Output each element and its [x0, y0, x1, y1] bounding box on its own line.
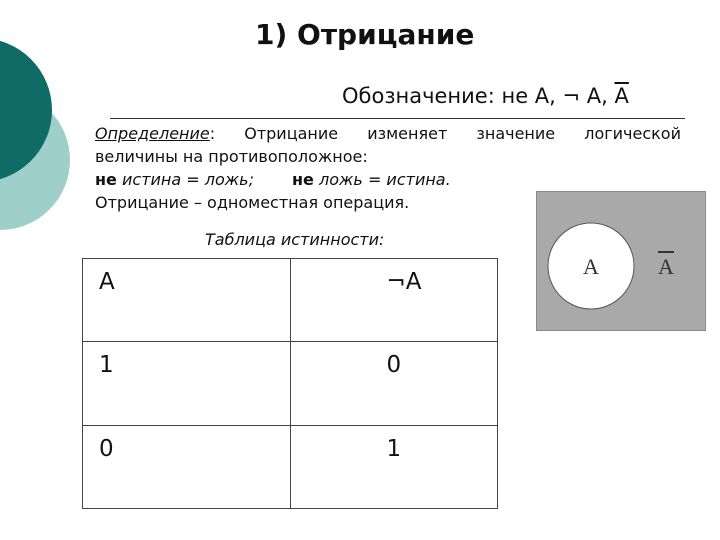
rule2-not: не	[292, 170, 314, 189]
table-cell: 1	[290, 425, 498, 508]
definition-text: : Отрицание изменяет значение логической	[209, 124, 681, 143]
venn-diagram	[536, 191, 706, 331]
notation-text: Обозначение: не А, ¬ А,	[342, 84, 615, 108]
rule1-text: истина = ложь;	[116, 170, 254, 189]
definition-term: Определение	[95, 124, 210, 143]
definition-line-2: величины на противоположное:	[95, 147, 368, 166]
slide-title: 1) Отрицание	[255, 18, 475, 51]
decorative-circles	[0, 0, 80, 300]
divider-line	[110, 118, 685, 119]
definition-line-4: Отрицание – одноместная операция.	[95, 193, 410, 212]
header-a: A	[83, 259, 291, 342]
venn-inner-label: A	[583, 254, 599, 279]
definition-line-1	[95, 122, 681, 145]
header-not-a: ¬A	[290, 259, 498, 342]
rule2-text: ложь = истина.	[313, 170, 451, 189]
truth-table	[82, 258, 498, 509]
notation-overbar-letter: А	[614, 84, 629, 108]
truth-table-caption: Таблица истинности:	[205, 230, 385, 249]
table-cell: 0	[83, 425, 291, 508]
table-header-row	[83, 259, 498, 342]
table-cell: 0	[290, 342, 498, 425]
definition-rules	[95, 168, 681, 191]
notation-line	[342, 84, 629, 108]
table-cell: 1	[83, 342, 291, 425]
venn-outer-label: A	[658, 254, 674, 279]
table-row	[83, 342, 498, 425]
table-row	[83, 425, 498, 508]
rule1-not: не	[95, 170, 117, 189]
